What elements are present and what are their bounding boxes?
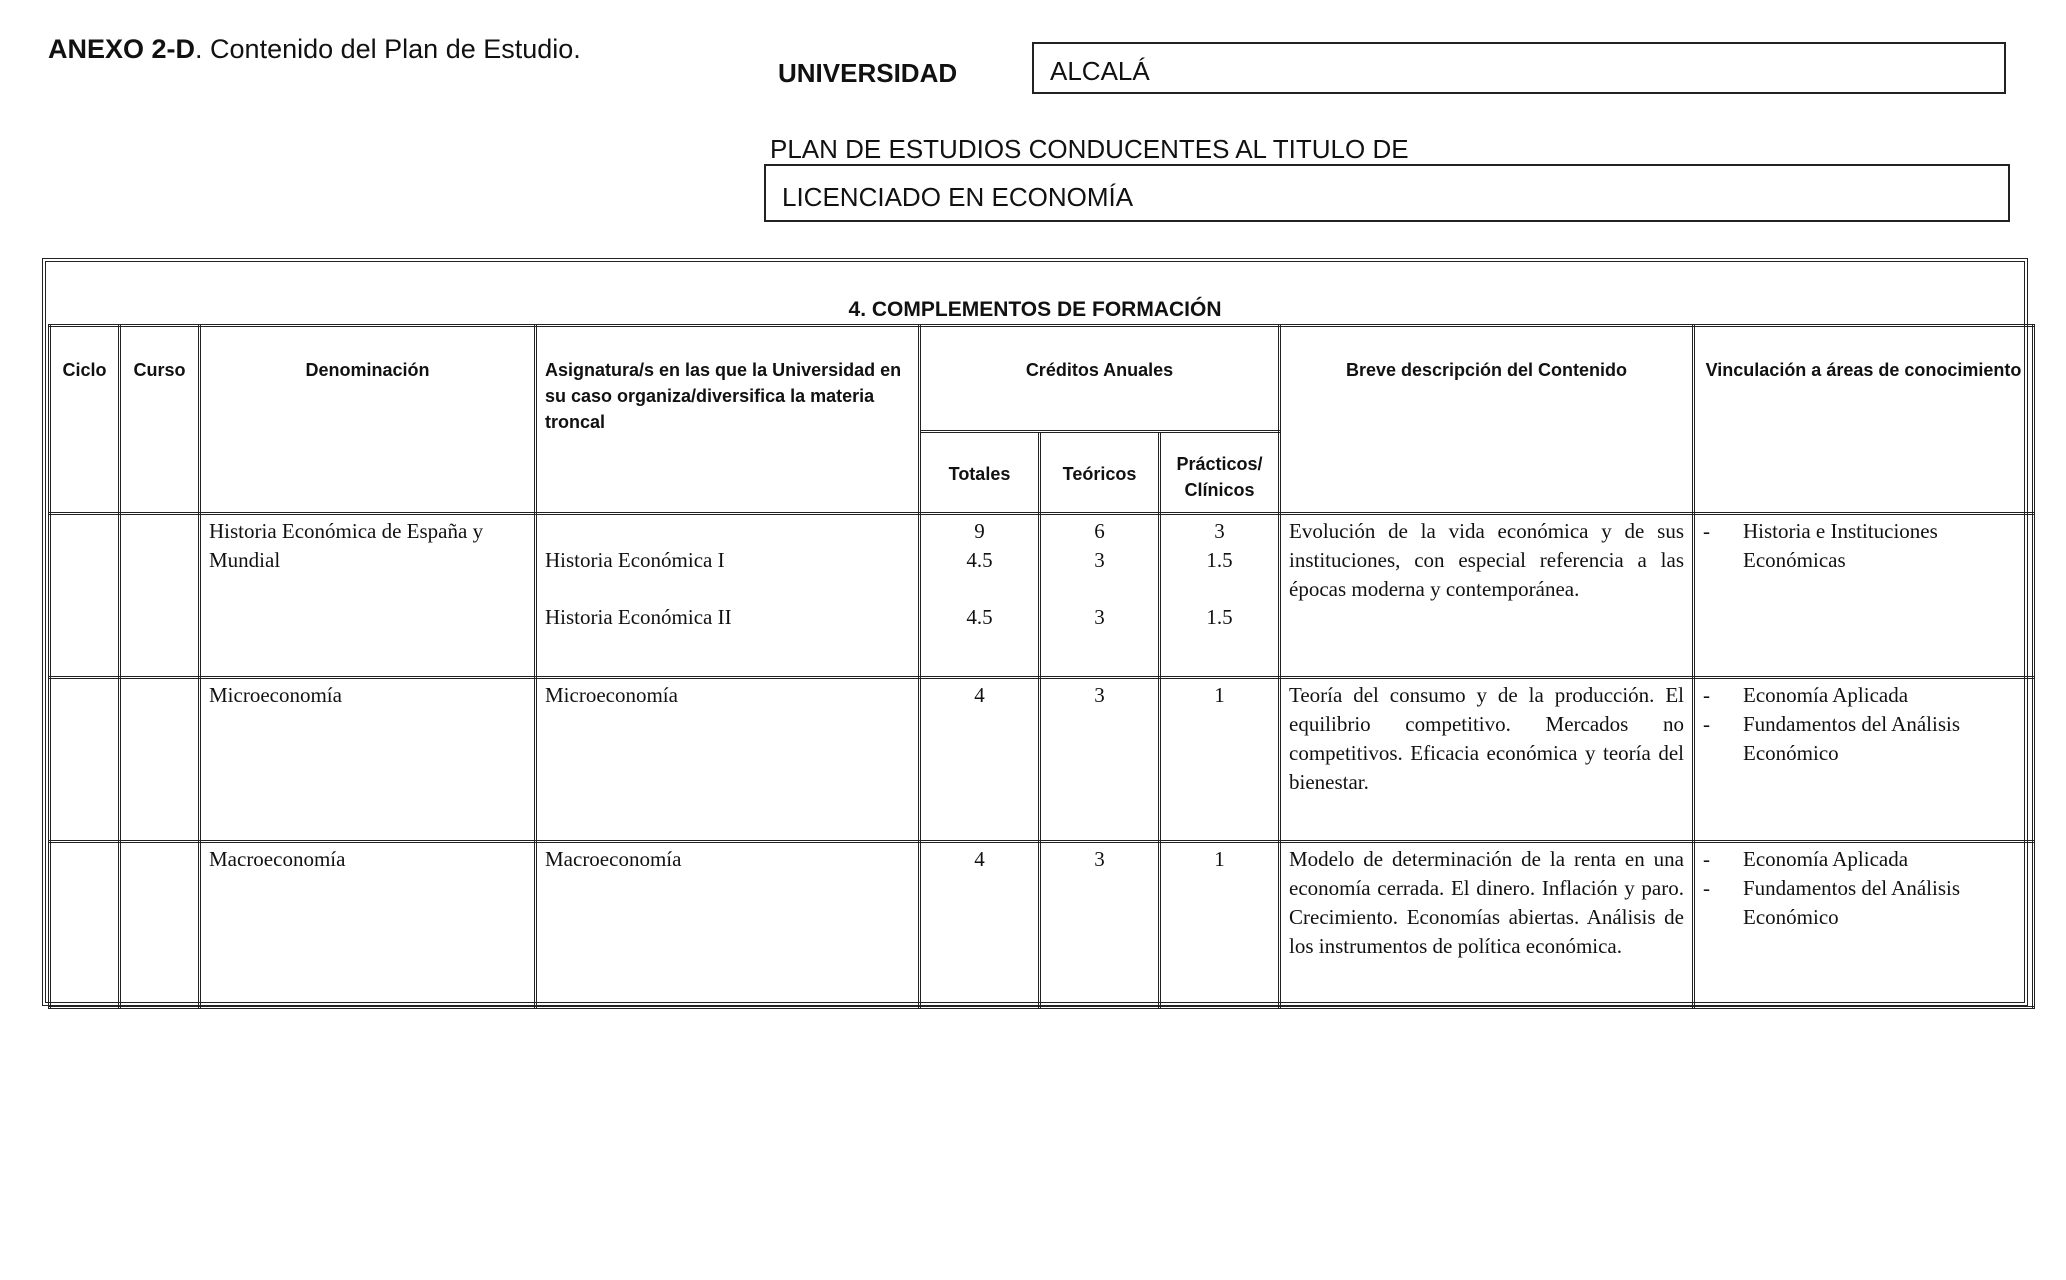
- area-label: Fundamentos del Análisis Económico: [1743, 876, 1960, 929]
- cell-asignaturas: [536, 514, 920, 678]
- cell-practicos: [1160, 514, 1280, 678]
- col-curso: Curso: [120, 326, 200, 514]
- area-item: [1703, 517, 2024, 575]
- cell-denominacion: Historia Económica de España y Mundial: [200, 514, 536, 678]
- university-field: ALCALÁ: [1032, 42, 2006, 94]
- table-row: [50, 678, 2034, 842]
- area-label: Economía Aplicada: [1743, 683, 1909, 707]
- annex-heading: [48, 34, 581, 65]
- cell-teoricos: 3: [1040, 842, 1160, 1008]
- area-item: [1703, 681, 2024, 710]
- subject-teoricos: 3: [1094, 605, 1105, 629]
- subject-practicos: 1.5: [1206, 548, 1233, 572]
- degree-field: LICENCIADO EN ECONOMÍA: [764, 164, 2010, 222]
- subject-total: 4.5: [966, 548, 993, 572]
- table-row: [50, 514, 2034, 678]
- area-item: [1703, 874, 2024, 932]
- cell-curso: [120, 842, 200, 1008]
- cell-ciclo: [50, 514, 120, 678]
- col-totales: Totales: [920, 432, 1040, 514]
- col-creditos: Créditos Anuales: [920, 326, 1280, 432]
- cell-vinculacion: [1694, 678, 2034, 842]
- section-title: 4. COMPLEMENTOS DE FORMACIÓN: [848, 298, 1222, 321]
- cell-ciclo: [50, 842, 120, 1008]
- cell-teoricos: 3: [1040, 678, 1160, 842]
- subject-teoricos: 3: [1094, 548, 1105, 572]
- cell-denominacion: Microeconomía: [200, 678, 536, 842]
- university-label: UNIVERSIDAD: [778, 58, 958, 88]
- cell-practicos: 1: [1160, 678, 1280, 842]
- subject-name: Historia Económica II: [545, 605, 732, 629]
- col-practicos: Prácticos/ Clínicos: [1160, 432, 1280, 514]
- area-label: Economía Aplicada: [1743, 847, 1909, 871]
- complementos-table-frame: [42, 258, 2028, 1006]
- subject-name: Historia Económica I: [545, 548, 725, 572]
- bullet-dash: -: [1703, 712, 1710, 736]
- col-teoricos: Teóricos: [1040, 432, 1160, 514]
- header-row: [50, 326, 2034, 432]
- cell-vinculacion: [1694, 514, 2034, 678]
- col-ciclo: Ciclo: [50, 326, 120, 514]
- area-item: [1703, 845, 2024, 874]
- annex-code: ANEXO 2-D: [48, 34, 196, 64]
- cell-descripcion: Modelo de determinación de la renta en una economía cerrada. El dinero. Inflación y paro. Crecimiento. Economías abiertas. Análisis de los instrumentos de política económica.: [1280, 842, 1694, 1008]
- cell-teoricos: [1040, 514, 1160, 678]
- area-label: Historia e Instituciones Económicas: [1743, 519, 1938, 572]
- bullet-dash: -: [1703, 876, 1710, 900]
- area-label: Fundamentos del Análisis Económico: [1743, 712, 1960, 765]
- bullet-dash: -: [1703, 847, 1710, 871]
- col-descripcion: Breve descripción del Contenido: [1280, 326, 1694, 514]
- cell-totales: [920, 514, 1040, 678]
- cell-descripcion: Teoría del consumo y de la producción. El equilibrio competitivo. Mercados no competitivos. Eficacia económica y teoría del bienestar.: [1280, 678, 1694, 842]
- subject-total: 4.5: [966, 605, 993, 629]
- table-row: [50, 842, 2034, 1008]
- practicos-value: 3: [1214, 519, 1225, 543]
- cell-asignaturas: Macroeconomía: [536, 842, 920, 1008]
- cell-practicos: 1: [1160, 842, 1280, 1008]
- total-value: 9: [974, 519, 985, 543]
- plan-label: PLAN DE ESTUDIOS CONDUCENTES AL TITULO DE: [770, 134, 1409, 164]
- cell-asignaturas: Microeconomía: [536, 678, 920, 842]
- bullet-dash: -: [1703, 519, 1710, 543]
- subject-practicos: 1.5: [1206, 605, 1233, 629]
- cell-curso: [120, 514, 200, 678]
- cell-ciclo: [50, 678, 120, 842]
- col-asignaturas: Asignatura/s en las que la Universidad en su caso organiza/diversifica la materia troncal: [536, 326, 920, 514]
- cell-vinculacion: [1694, 842, 2034, 1008]
- teoricos-value: 6: [1094, 519, 1105, 543]
- cell-curso: [120, 678, 200, 842]
- cell-totales: 4: [920, 678, 1040, 842]
- complementos-table: [48, 324, 2035, 1009]
- cell-totales: 4: [920, 842, 1040, 1008]
- cell-descripcion: Evolución de la vida económica y de sus instituciones, con especial referencia a las épocas moderna y contemporánea.: [1280, 514, 1694, 678]
- col-denominacion: Denominación: [200, 326, 536, 514]
- bullet-dash: -: [1703, 683, 1710, 707]
- col-vinculacion: Vinculación a áreas de conocimiento: [1694, 326, 2034, 514]
- annex-text: . Contenido del Plan de Estudio.: [195, 34, 581, 64]
- cell-denominacion: Macroeconomía: [200, 842, 536, 1008]
- area-item: [1703, 710, 2024, 768]
